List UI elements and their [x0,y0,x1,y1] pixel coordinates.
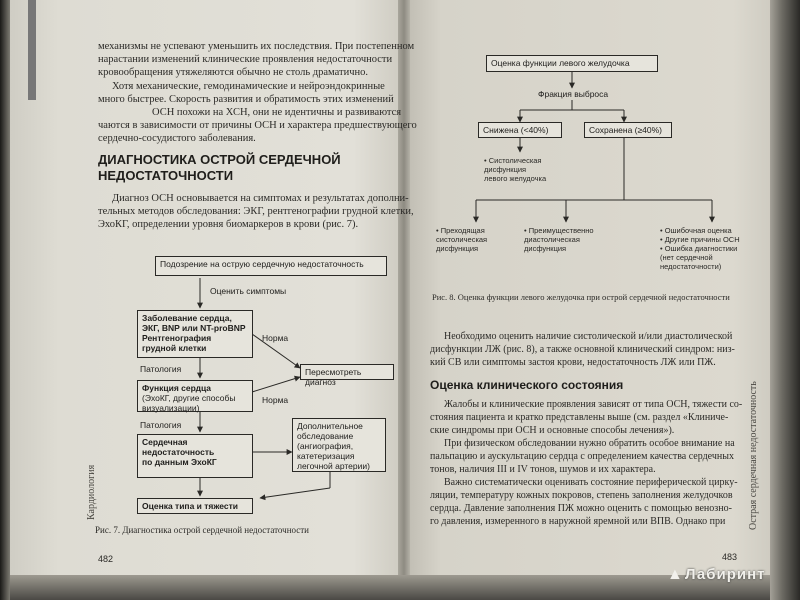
flow-norm-label-1: Норма [262,333,289,343]
right-para1-line-2: дисфункции ЛЖ (рис. 8), а также основной клинический синдром: низ- [430,344,735,355]
flow-exam-line-3: Рентгенография [142,333,212,343]
flow-extra-line-1: Дополнительное [297,421,363,431]
rflow-reduced-note-3: левого желудочка [484,174,547,183]
left-intro-line-1: механизмы не успевают уменьшить их последствия. При постепенном [98,41,415,52]
flow-hf-line-1: Сердечная [142,437,188,447]
right-para1-line-1: Необходимо оценить наличие систолической и/или диастолической [444,331,733,342]
right-para2-line-1: Жалобы и клинические проявления зависят от типа ОСН, тяжести со- [444,399,743,410]
rflow-branch-3-line-3: • Ошибка диагностики [660,244,738,253]
left-figure-caption: Рис. 7. Диагностика острой сердечной недостаточности [95,525,309,535]
rflow-branch-3-line-1: • Ошибочная оценка [660,226,732,235]
rflow-branch-3-line-5: недостаточности) [660,262,722,271]
right-para2-line-2: стояния пациента и кратко представлены выше (см. раздел «Клиниче- [430,412,729,423]
rflow-reduced-box: Снижена (<40%) [478,122,562,138]
left-intro-line-2: нарастании изменений клинические проявления недостаточности [98,54,393,65]
left-page-number: 482 [98,554,114,564]
rflow-branch-2-line-2: диастолическая [524,235,580,244]
flow-function-line-2: (ЭхоКГ, другие способы [142,393,236,403]
left-intro-line-8: сердечно-сосудистого заболевания. [98,133,256,144]
flow-extra-line-3: (ангиография, [297,441,354,451]
left-intro-line-6: ОСН похожи на ХСН, они не идентичны и развиваются [152,107,402,118]
rflow-branch-3-line-4: (нет сердечной [660,253,713,262]
flow-exam-line-1: Заболевание сердца, [142,313,232,323]
right-figure-caption: Рис. 8. Оценка функции левого желудочка при острой сердечной недостаточности [432,292,730,302]
flow-extra-line-2: обследование [297,431,354,441]
flow-suspect-box: Подозрение на острую сердечную недостаточность [155,256,387,276]
right-running-head: Острая сердечная недостаточность [748,381,759,530]
rflow-lv-function-box: Оценка функции левого желудочка [486,55,658,72]
flow-assess-label: Оценить симптомы [210,286,287,296]
left-heading-line-2: НЕДОСТАТОЧНОСТИ [98,168,234,183]
rflow-branch-2 [524,226,594,253]
left-intro-line-4: Хотя механические, гемодинамические и нейроэндокринные [112,81,385,92]
left-heading-line-1: ДИАГНОСТИКА ОСТРОЙ СЕРДЕЧНОЙ [98,152,341,167]
watermark-icon: ▲ [667,566,683,583]
flow-pathology-label-2: Патология [140,420,182,430]
flow-pathology-label-1: Патология [140,364,182,374]
flow-extra-line-5: легочной артерии) [297,461,370,471]
right-para2-line-8: ляции, температуру кожных покровов, степень заполнения желудочков [430,490,733,501]
flow-extra-line-4: катетеризация [297,451,355,461]
flow-norm-label-2: Норма [262,395,289,405]
right-para2-line-3: ские синдромы при ОСН и основные способы лечения»). [430,425,675,436]
flow-hf-line-2: недостаточность [142,447,215,457]
right-para2-line-7: Важно систематически оценивать состояние периферической цирку- [444,477,738,488]
right-para2-line-9: сердца. Давление заполнения ПЖ можно оценить с помощью венозно- [430,503,732,514]
rflow-branch-1-line-2: систолическая [436,235,488,244]
watermark: Лабиринт [685,566,766,583]
rflow-branch-1-line-3: дисфункция [436,244,479,253]
rflow-ef-label: Фракция выброса [538,89,609,99]
flow-review-box: Пересмотреть диагноз [300,364,394,380]
right-para2-line-6: тонов, наличия III и IV тонов, шумов и их характера. [430,464,656,475]
right-para2-line-10: го давления, измеренного в наружной яремной или ВПВ. Однако при [430,516,726,527]
flow-function-line-1: Функция сердца [142,383,212,393]
right-para1-line-3: кий СВ или симптомы застоя крови, недостаточность ЛЖ или ПЖ. [430,357,716,368]
rflow-reduced-note-2: дисфункция [484,165,527,174]
rflow-branch-2-line-3: дисфункция [524,244,567,253]
flow-exam-line-4: грудной клетки [142,343,207,353]
rflow-reduced-note [484,156,546,183]
right-page-number: 483 [722,552,738,562]
flow-function-line-3: визуализации) [142,403,200,413]
flow-hf-line-3: по данным ЭхоКГ [142,457,217,467]
rflow-branch-2-line-1: • Преимущественно [524,226,594,235]
rflow-branch-3 [660,226,740,271]
rflow-branch-3-line-2: • Другие причины ОСН [660,235,740,244]
left-body-line-1: Диагноз ОСН основывается на симптомах и результатах дополни- [112,193,409,204]
rflow-reduced-note-1: • Систолическая [484,156,542,165]
left-body-line-3: ЭхоКГ, определении уровня биомаркеров в крови (рис. 7). [98,219,359,230]
left-running-head: Кардиология [86,464,97,520]
left-intro-line-5: много быстрее. Скорость развития и обратимость этих изменений [98,94,394,105]
right-heading: Оценка клинического состояния [430,378,624,392]
left-intro-line-7: чаются в зависимости от причины ОСН и характера предшествующего [98,120,417,131]
rflow-branch-1 [436,226,487,253]
right-para2-line-4: При физическом обследовании нужно обратить особое внимание на [444,438,735,449]
flow-final-box: Оценка типа и тяжести [137,498,253,514]
rflow-preserved-box: Сохранена (≥40%) [584,122,672,138]
rflow-branch-1-line-1: • Преходящая [436,226,485,235]
left-intro-line-3: кровообращения утяжеляются обычно не столь драматично. [98,67,368,78]
right-para2-line-5: пальпацию и аускультацию сердца с определением качества сердечных [430,451,734,462]
left-body-line-2: тельных методов обследования: ЭКГ, рентгенографии грудной клетки, [98,206,414,217]
flow-exam-line-2: ЭКГ, BNP или NT-proBNP [142,323,246,333]
